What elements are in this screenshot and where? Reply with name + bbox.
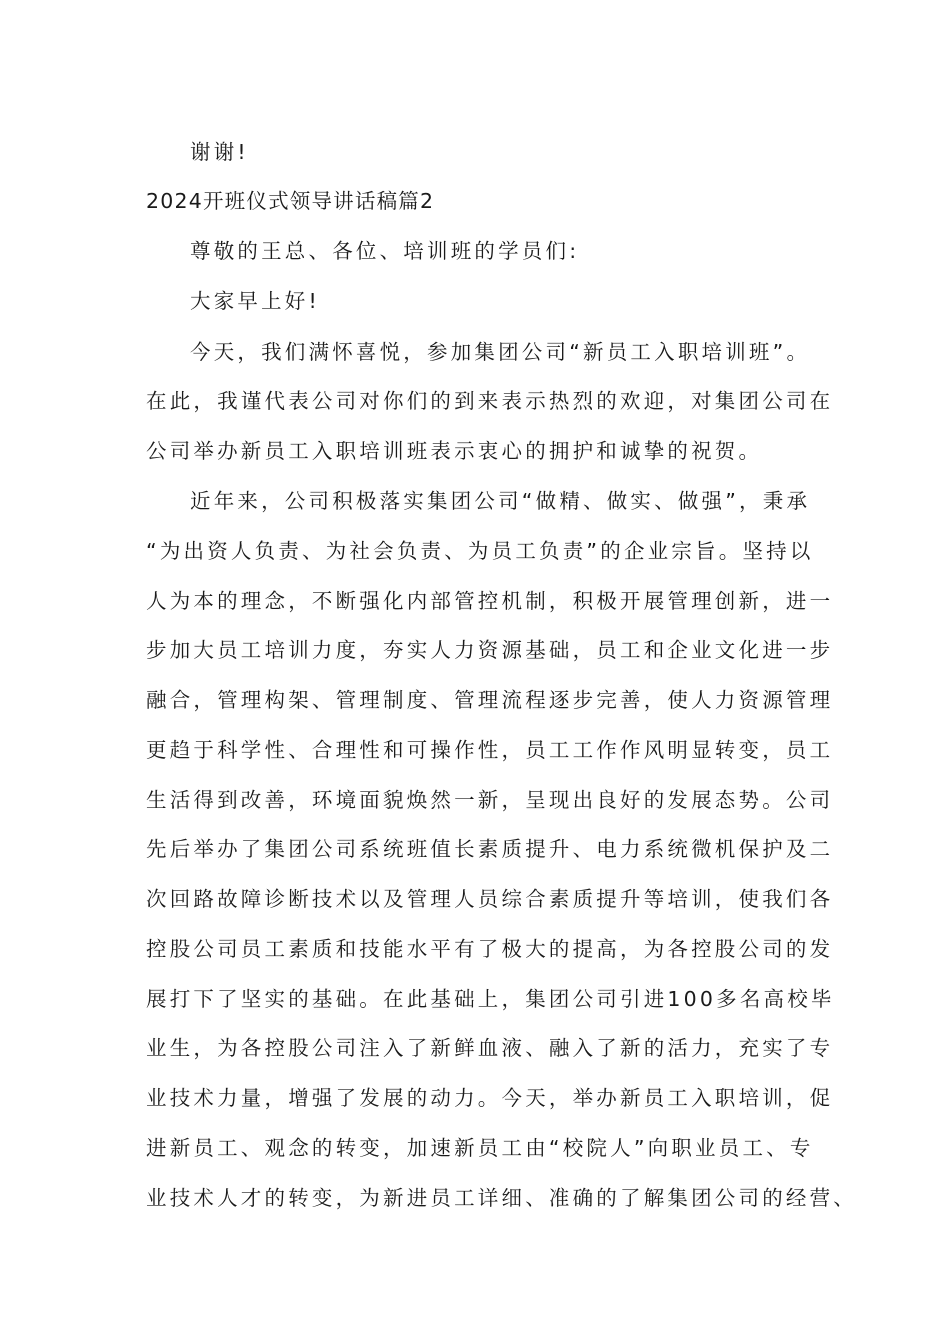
paragraph-line: 步加大员工培训力度，夯实人力资源基础，员工和企业文化进一步 xyxy=(146,638,834,662)
paragraph-line: 次回路故障诊断技术以及管理人员综合素质提升等培训，使我们各 xyxy=(146,887,834,911)
paragraph-line: 更趋于科学性、合理性和可操作性，员工工作作风明显转变，员工 xyxy=(146,738,834,762)
paragraph-line: 业技术人才的转变，为新进员工详细、准确的了解集团公司的经营、 xyxy=(146,1186,857,1210)
paragraph-line: “为出资人负责、为社会负责、为员工负责”的企业宗旨。坚持以 xyxy=(146,539,814,563)
paragraph-line: 生活得到改善，环境面貌焕然一新，呈现出良好的发展态势。公司 xyxy=(146,788,834,812)
paragraph-line: 今天，我们满怀喜悦，参加集团公司“新员工入职培训班”。 xyxy=(190,340,811,364)
section-heading: 2024开班仪式领导讲话稿篇2 xyxy=(146,189,435,213)
greeting-text: 大家早上好! xyxy=(190,289,320,313)
paragraph-line: 人为本的理念，不断强化内部管控机制，积极开展管理创新，进一 xyxy=(146,589,834,613)
paragraph-line: 在此，我谨代表公司对你们的到来表示热烈的欢迎，对集团公司在 xyxy=(146,389,834,413)
paragraph-line: 业技术力量，增强了发展的动力。今天，举办新员工入职培训，促 xyxy=(146,1086,834,1110)
paragraph-line: 进新员工、观念的转变，加速新员工由“校院人”向职业员工、专 xyxy=(146,1136,814,1160)
paragraph-line: 展打下了坚实的基础。在此基础上，集团公司引进100多名高校毕 xyxy=(146,987,835,1011)
salutation-text: 尊敬的王总、各位、培训班的学员们: xyxy=(190,239,580,263)
paragraph-line: 控股公司员工素质和技能水平有了极大的提高，为各控股公司的发 xyxy=(146,937,834,961)
paragraph-line: 近年来，公司积极落实集团公司“做精、做实、做强”，秉承 xyxy=(190,489,811,513)
paragraph-line: 公司举办新员工入职培训班表示衷心的拥护和诚挚的祝贺。 xyxy=(146,439,763,463)
paragraph-line: 融合，管理构架、管理制度、管理流程逐步完善，使人力资源管理 xyxy=(146,688,834,712)
paragraph-line: 业生，为各控股公司注入了新鲜血液、融入了新的活力，充实了专 xyxy=(146,1036,834,1060)
paragraph-line: 先后举办了集团公司系统班值长素质提升、电力系统微机保护及二 xyxy=(146,837,834,861)
closing-text: 谢谢! xyxy=(190,140,249,164)
